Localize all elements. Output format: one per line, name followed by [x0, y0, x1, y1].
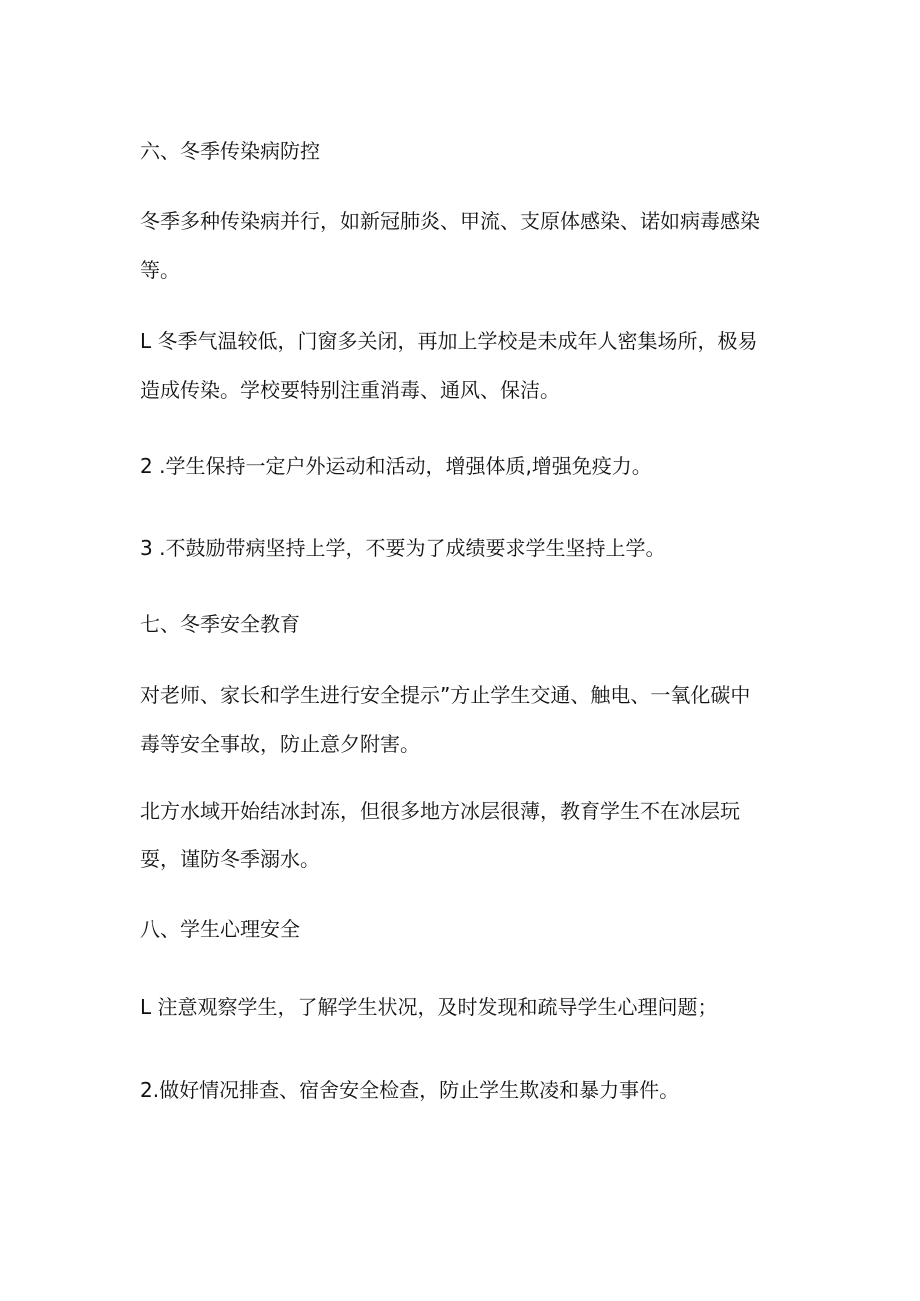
paragraph-line: 3 .不鼓励带病坚持上学，不要为了成绩要求学生坚持上学。 [140, 536, 666, 560]
paragraph-line: L 冬季气温较低，门窗多关闭，再加上学校是未成年人密集场所，极易 [140, 329, 758, 353]
paragraph-line: 造成传染。学校要特别注重消毒、通风、保洁。 [140, 378, 560, 402]
paragraph-line: 等。 [140, 258, 180, 282]
paragraph-line: 北方水域开始结冰封冻，但很多地方冰层很薄，教育学生不在冰层玩 [140, 799, 740, 823]
paragraph-line: 冬季多种传染病并行，如新冠肺炎、甲流、支原体感染、诺如病毒感染 [140, 209, 760, 233]
paragraph-line: 2.做好情况排查、宿舍安全检查，防止学生欺凌和暴力事件。 [140, 1078, 680, 1102]
paragraph-line: L 注意观察学生，了解学生状况，及时发现和疏导学生心理问题； [140, 995, 718, 1019]
section-heading: 七、冬季安全教育 [140, 612, 300, 636]
paragraph-line: 毒等安全事故，防止意夕附害。 [140, 732, 420, 756]
paragraph-line: 耍，谨防冬季溺水。 [140, 847, 320, 871]
paragraph-line: 2 .学生保持一定户外运动和活动，增强体质,增强免疫力。 [140, 454, 652, 478]
section-heading: 六、冬季传染病防控 [140, 139, 320, 163]
section-heading: 八、学生心理安全 [140, 917, 300, 941]
paragraph-line: 对老师、家长和学生进行安全提示”方止学生交通、触电、一氧化碳中 [140, 683, 751, 707]
